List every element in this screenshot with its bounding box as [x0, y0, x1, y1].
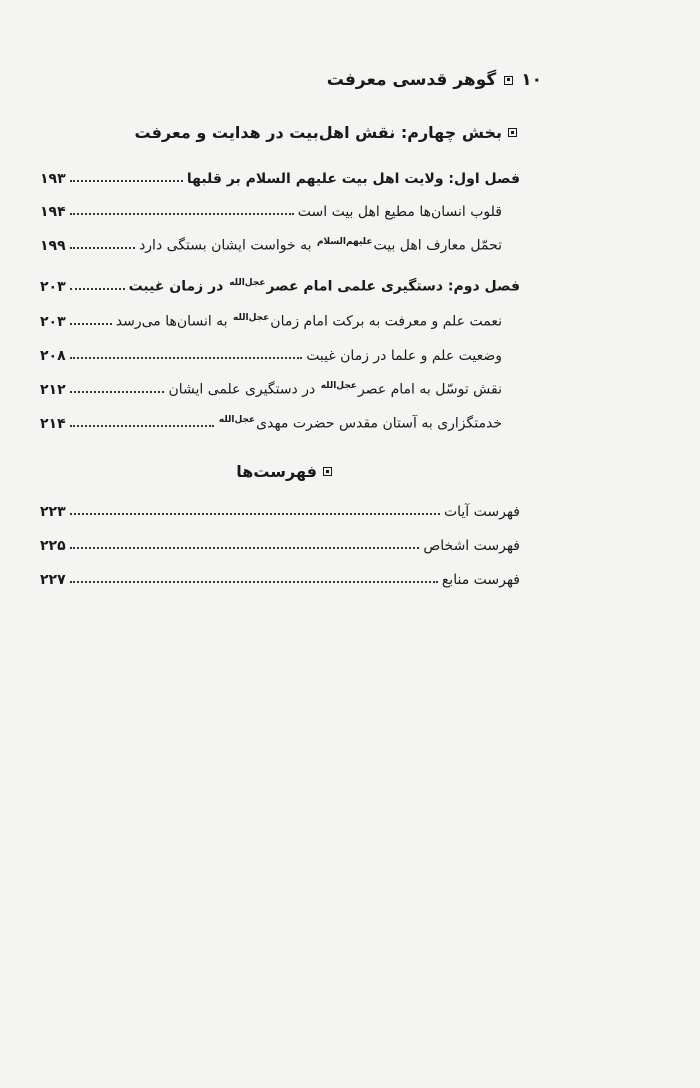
toc-entry-label-after: به انسان‌ها می‌رسد	[115, 314, 228, 330]
toc-entry-page: ۲۱۲	[40, 382, 66, 398]
toc-entry-label: نقش توسّل به امام عصر	[357, 382, 502, 398]
toc-entry[interactable]	[40, 376, 520, 398]
toc-entry-page: ۲۰۳	[40, 314, 66, 330]
toc-entry-page: ۲۱۴	[40, 416, 66, 432]
toc-entry-label-after: به خواست ایشان بستگی دارد	[139, 238, 312, 254]
toc-entry-label: فصل اول: ولایت اهل بیت علیهم السلام بر قلبها	[186, 171, 520, 187]
section-heading-indexes	[236, 462, 332, 481]
toc-entry-label-after: در زمان غیبت	[128, 279, 224, 295]
leader-dots	[70, 323, 112, 325]
toc-entry-chapter2[interactable]	[40, 273, 520, 295]
toc-entry-label: فهرست منابع	[441, 572, 520, 588]
bullet-square-icon	[323, 467, 332, 476]
leader-dots	[70, 213, 294, 215]
toc-entry-label: نعمت علم و معرفت به برکت امام زمان	[270, 314, 502, 330]
toc-entry[interactable]	[40, 342, 520, 364]
leader-dots	[70, 425, 214, 427]
toc-entry-label-after: در دستگیری علمی ایشان	[168, 382, 316, 398]
toc-entry-label: قلوب انسان‌ها مطیع اهل بیت است	[297, 204, 502, 220]
toc-entry-label: فصل دوم: دستگیری علمی امام عصر	[266, 279, 520, 295]
leader-dots	[70, 180, 183, 182]
honorific-mark: عجل‌الله	[320, 381, 357, 392]
toc-entry-label-group	[129, 278, 520, 295]
leader-dots	[70, 247, 135, 249]
running-header	[327, 70, 542, 90]
toc-entry-chapter1[interactable]	[40, 165, 520, 187]
toc-entry-page: ۲۲۷	[40, 572, 66, 588]
leader-dots	[70, 547, 420, 549]
toc-entry-index[interactable]	[40, 532, 520, 554]
leader-dots	[70, 581, 438, 583]
toc-entry-label-group	[139, 237, 520, 254]
section-heading-part4	[135, 123, 518, 142]
toc-entry-page: ۲۲۳	[40, 504, 66, 520]
toc-entry-label-group	[168, 381, 520, 398]
toc-entry-label: فهرست اشخاص	[423, 538, 520, 554]
toc-entry[interactable]	[40, 308, 520, 330]
toc-entry-label: خدمتگزاری به آستان مقدس حضرت مهدی	[256, 416, 502, 432]
honorific-mark: عجل‌الله	[218, 415, 256, 426]
toc-entry-label-group	[116, 313, 520, 330]
toc-entry[interactable]	[40, 232, 520, 254]
leader-dots	[70, 513, 440, 515]
toc-entry-page: ۲۲۵	[40, 538, 66, 554]
toc-entry-page: ۲۰۸	[40, 348, 66, 364]
page-number: ۱۰	[521, 70, 542, 90]
toc-entry-page: ۱۹۹	[40, 238, 66, 254]
honorific-mark: عجل‌الله	[229, 278, 266, 289]
leader-dots	[70, 357, 303, 359]
section-heading-text: فهرست‌ها	[236, 462, 317, 481]
toc-entry-label: فهرست آیات	[443, 504, 520, 520]
toc-entry[interactable]	[40, 410, 520, 432]
toc-entry-page: ۱۹۳	[40, 171, 66, 187]
leader-dots	[70, 288, 125, 290]
toc-entry-page: ۱۹۴	[40, 204, 66, 220]
bullet-square-icon	[504, 76, 513, 85]
toc-entry-index[interactable]	[40, 566, 520, 588]
toc-entry[interactable]	[40, 198, 520, 220]
toc-entry-label: تحمّل معارف اهل بیت	[373, 238, 502, 254]
leader-dots	[70, 391, 165, 393]
honorific-mark: علیهم‌السلام	[316, 237, 373, 248]
section-heading-text: بخش چهارم: نقش اهل‌بیت در هدایت و معرفت	[134, 123, 502, 142]
honorific-mark: عجل‌الله	[233, 313, 270, 324]
toc-entry-label-group	[218, 415, 520, 432]
toc-entry-index[interactable]	[40, 498, 520, 520]
book-title: گوهر قدسی معرفت	[326, 70, 497, 90]
bullet-square-icon	[508, 128, 517, 137]
toc-entry-page: ۲۰۳	[40, 279, 66, 295]
toc-entry-label: وضعیت علم و علما در زمان غیبت	[306, 348, 502, 364]
